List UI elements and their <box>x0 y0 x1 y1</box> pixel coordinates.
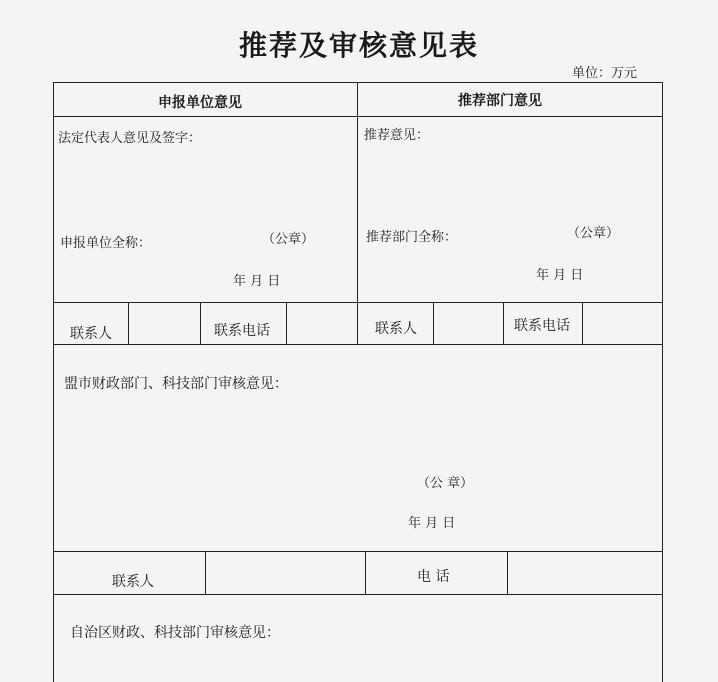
league-contact-bottom <box>53 594 663 595</box>
contact-cell-divider-2 <box>200 302 201 344</box>
form-title: 推荐及审核意见表 <box>238 29 479 62</box>
league-contact-top <box>53 551 663 552</box>
contact-cell-divider-6 <box>582 302 583 344</box>
applicant-phone-label: 联系电话 <box>214 323 270 339</box>
league-contact-divider-2 <box>365 551 366 594</box>
contact-cell-divider-1 <box>128 302 129 344</box>
applicant-date: 年 月 日 <box>233 274 281 289</box>
league-review-seal: （公 章） <box>417 476 474 491</box>
contact-row-bottom <box>53 344 663 345</box>
league-review-date: 年 月 日 <box>408 516 456 531</box>
recommender-full-name-label: 推荐部门全称： <box>366 230 458 245</box>
league-contact-divider-1 <box>205 551 206 594</box>
recommender-opinion-label: 推荐意见： <box>364 128 430 143</box>
league-contact-label: 联系人 <box>112 574 154 590</box>
recommender-contact-label: 联系人 <box>375 321 417 337</box>
contact-row-top <box>53 302 663 303</box>
contact-cell-divider-5 <box>503 302 504 344</box>
center-divider <box>357 82 358 344</box>
applicant-seal: （公章） <box>262 232 315 247</box>
league-phone-label: 电 话 <box>417 569 450 585</box>
applicant-header: 申报单位意见 <box>158 95 242 111</box>
league-review-label: 盟市财政部门、科技部门审核意见： <box>64 376 288 392</box>
league-contact-divider-3 <box>507 551 508 594</box>
recommender-header: 推荐部门意见 <box>458 93 542 109</box>
recommender-date: 年 月 日 <box>536 268 584 283</box>
contact-cell-divider-3 <box>286 302 287 344</box>
recommender-phone-label: 联系电话 <box>514 318 570 334</box>
applicant-full-name-label: 申报单位全称： <box>60 236 152 251</box>
header-divider <box>53 116 663 117</box>
unit-label: 单位：万元 <box>572 66 638 81</box>
region-review-label: 自治区财政、科技部门审核意见： <box>70 625 280 641</box>
legal-rep-label: 法定代表人意见及签字： <box>58 131 202 146</box>
recommender-seal: （公章） <box>567 226 620 241</box>
contact-cell-divider-4 <box>433 302 434 344</box>
applicant-contact-label: 联系人 <box>70 326 112 342</box>
